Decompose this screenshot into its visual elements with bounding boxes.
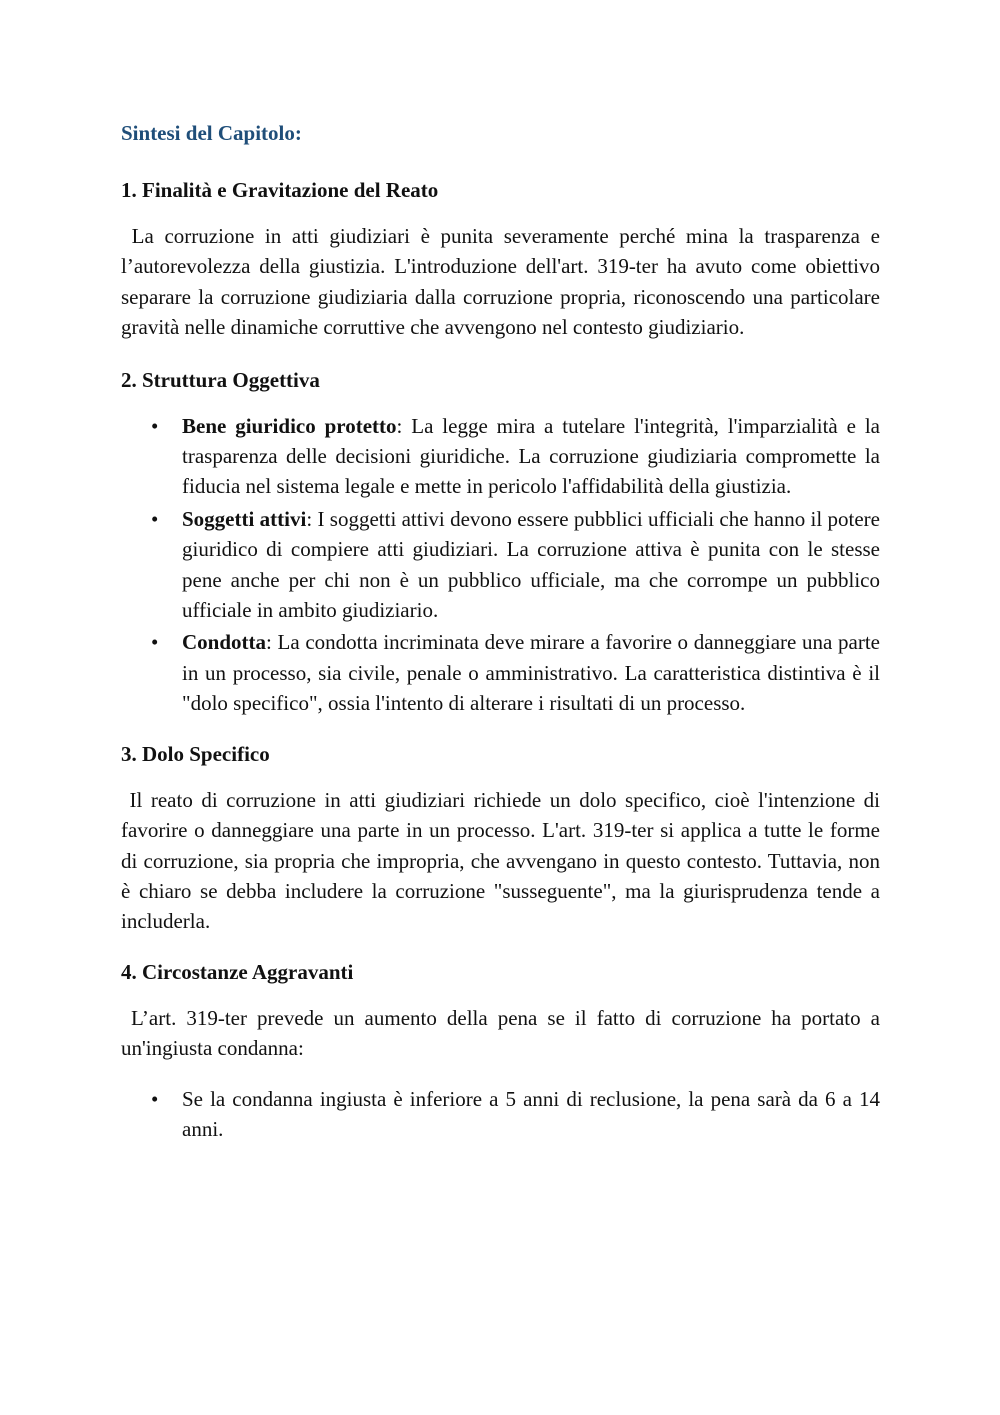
section-1-paragraph: La corruzione in atti giudiziari è punita severamente perché mina la trasparenza e l’autorevolezza della giustizia. L'introduzione dell'art. 319-ter ha avuto come obiettivo separare la corruzione giudiziaria dalla corruzione propria, riconoscendo una particolare gravità nelle dinamiche corruttive che avvengono nel contesto giudiziario. bbox=[121, 224, 886, 340]
bullet-text: Se la condanna ingiusta è inferiore a 5 anni di reclusione, la pena sarà da 6 a 14 anni. bbox=[182, 1086, 880, 1141]
bullet-term: Condotta bbox=[182, 630, 267, 655]
chapter-title: Sintesi del Capitolo: bbox=[121, 121, 302, 145]
bullet-text: : La legge mira a tutelare l'integrità, l'imparzialità e la trasparenza delle decisioni giuridiche. La corruzione giudiziaria compromette la fiducia nel sistema legale e mette in pericolo l'affidabilità della giustizia. bbox=[182, 413, 880, 499]
bullet-icon: • bbox=[151, 1086, 159, 1111]
bullet-text: : I soggetti attivi devono essere pubblici ufficiali che hanno il potere giuridico di compiere atti giudiziari. La corruzione attiva è punita con le stesse pene anche per chi non è un pubblico ufficiale, ma che corrompe un pubblico ufficiale in ambito giudiziario. bbox=[182, 506, 880, 623]
list-item bbox=[121, 504, 880, 626]
section-3-paragraph: Il reato di corruzione in atti giudiziari richiede un dolo specifico, cioè l'intenzione di favorire o danneggiare una parte in un processo. L'art. 319-ter si applica a tutte le forme di corruzione, sia propria che impropria, che avvengano in questo contesto. Tuttavia, non è chiaro se debba includere la corruzione "susseguente", ma la giurisprudenza tende a includerla. bbox=[121, 787, 886, 934]
section-heading-2: 2. Struttura Oggettiva bbox=[121, 367, 320, 392]
section-heading-4: 4. Circostanze Aggravanti bbox=[121, 959, 354, 984]
bullet-term: Soggetti attivi bbox=[182, 506, 307, 531]
list-item bbox=[121, 627, 880, 718]
section-4-paragraph: L’art. 319-ter prevede un aumento della pena se il fatto di corruzione ha portato a un'ingiusta condanna: bbox=[121, 1005, 886, 1061]
list-item bbox=[121, 1084, 880, 1145]
document-page bbox=[121, 118, 886, 1162]
section-4-bullet-list bbox=[121, 1084, 880, 1145]
list-item bbox=[121, 411, 880, 502]
bullet-text: : La condotta incriminata deve mirare a favorire o danneggiare una parte in un processo, sia civile, penale o amministrativo. La caratteristica distintiva è il "dolo specifico", ossia l'intento di alterare i risultati di un processo. bbox=[182, 630, 880, 716]
bullet-icon: • bbox=[151, 506, 159, 531]
section-heading-1: 1. Finalità e Gravitazione del Reato bbox=[121, 178, 439, 202]
bullet-icon: • bbox=[151, 413, 159, 438]
bullet-term: Bene giuridico protetto bbox=[182, 413, 397, 438]
section-heading-3: 3. Dolo Specifico bbox=[121, 741, 270, 766]
section-2-bullet-list bbox=[121, 411, 880, 719]
bullet-icon: • bbox=[151, 630, 159, 655]
